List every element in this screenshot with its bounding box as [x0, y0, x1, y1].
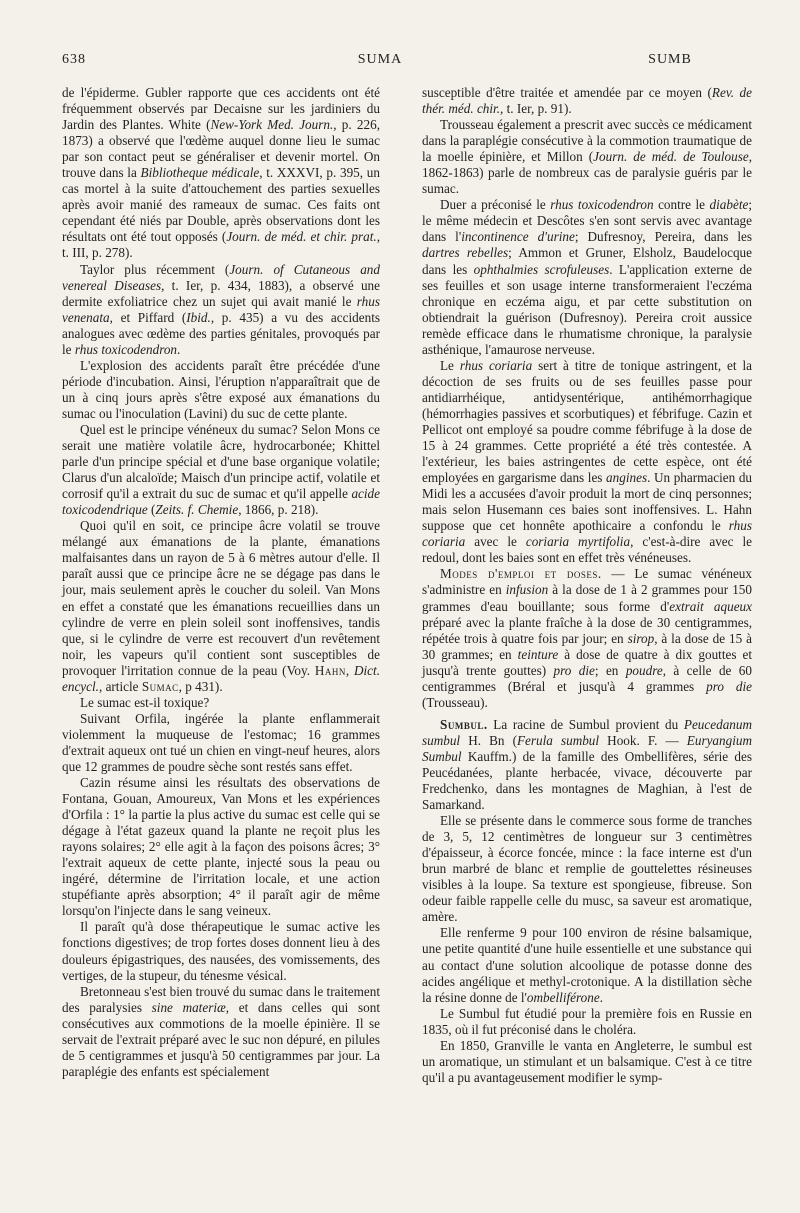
page-number: 638 [62, 52, 86, 67]
paragraph: susceptible d'être traitée et amendée par ce moyen (Rev. de thér. méd. chir., t. Ier, p. 91). [422, 85, 752, 117]
paragraph: Suivant Orfila, ingérée la plante enflammerait violemment la muqueuse de l'estomac; 16 grammes d'extrait aqueux ont tué un chien en vingt-neuf heures, alors que 12 grammes de poudre sèche sont restés sans effet. [62, 710, 380, 774]
section-heading: Modes d'emploi et doses. [440, 566, 602, 582]
paragraph: Elle se présente dans le commerce sous forme de tranches de 3, 5, 12 centimètres de longueur sur 3 centimètres d'épaisseur, à écorce foncée, mince : la face interne est d'un brun marbré de blanc et remplie de gouttelettes résineuses visibles à la loupe. Sa texture est spongieuse, fibreuse. Son odeur faible rappelle celle du musc, sa saveur est aromatique, amère. [422, 813, 752, 925]
paragraph: Elle renferme 9 pour 100 environ de résine balsamique, une petite quantité d'une huile essentielle et une substance qui au contact d'une solution alcoolique de potasse donne des acides angélique et methyl-crotonique. A la distillation sèche la résine donne de l'ombelliférone. [422, 925, 752, 1005]
paragraph: Duer a préconisé le rhus toxicodendron contre le diabète; le même médecin et Descôtes s'en sont servis avec avantage dans l'incontinence d'urine; Dufresnoy, Pereira, dans les dartres rebelles; Ammon et Gruner, Elsholz, Baudelocque dans les ophthalmies scrofuleuses. L'application externe de ses feuilles et son usage interne transformeraient l'eczéma chronique en eczéma aigu, et par cette substitution on obtiendrait la guérison (Dufresnoy). Pereira croit aussice remède efficace dans le rhumatisme chronique, la paralysie asthénique, l'amaurose nerveuse. [422, 197, 753, 357]
right-column [422, 85, 752, 1086]
paragraph: Le rhus coriaria sert à titre de tonique astringent, et la décoction de ses fruits ou de ses feuilles passe pour antidiarrhéique, antidysentérique, antihémorrhagique (hémorrhagies passives et scorbutiques) et fébrifuge. Cazin et Pellicot ont employé sa poudre comme fébrifuge à la dose de 15 à 24 grammes. Cette propriété a été très contestée. A l'extérieur, les baies astringentes de cette espèce, ont été employées en gargarisme dans les angines. Un pharmacien du Midi les a accusées d'avoir produit la mort de cinq personnes; mais selon Husemann ces baies sont inoffensives. L. Hahn suppose que cet honnête apothicaire a confondu le rhus coriaria avec le coriaria myrtifolia, c'est-à-dire avec le redoul, dont les baies sont en effet très vénéneuses. [422, 357, 753, 566]
paragraph: Il paraît qu'à dose thérapeutique le sumac active les fonctions digestives; de trop fortes doses donnent lieu à des douleurs épigastriques, des nausées, des vomissements, des vertiges, de la stupeur, du ténesme vésical. [62, 919, 380, 983]
paragraph: Bretonneau s'est bien trouvé du sumac dans le traitement des paralysies sine materiæ, et dans celles qui sont consécutives aux commotions de la moelle épinière. Il se servait de l'extrait préparé avec le suc non dépuré, en pilules de 5 centigrammes et jusqu'à 50 centigrammes par jour. La paraplégie des enfants est spécialement [62, 983, 380, 1079]
paragraph: Trousseau également a prescrit avec succès ce médicament dans la paraplégie consécutive à la commotion traumatique de la moelle épinière, et Millon (Journ. de méd. de Toulouse, 1862-1863) parle de nombreux cas de paralysie guéris par le sumac. [422, 117, 752, 197]
paragraph: Quoi qu'il en soit, ce principe âcre volatil se trouve mélangé aux émanations de la plante, émanations malfaisantes dans un rayon de 5 à 6 mètres autour d'elle. Il paraît aussi que ce principe âcre ne se dégage pas dans le jour, mais seulement après le coucher du soleil. Van Mons en effet a constaté que les émanations recueillies dans un cylindre de verre en plein soleil sont inoffensives, tandis que, si le cylindre de verre est recouvert d'un revêtement noir, les vapeurs qu'il contient sont susceptibles de provoquer l'irritation connue de la peau (Voy. Hahn, Dict. encycl., article Sumac, p 431). [62, 518, 380, 694]
paragraph: Le Sumbul fut étudié pour la première fois en Russie en 1835, où il fut préconisé dans le choléra. [422, 1005, 752, 1037]
left-column [62, 85, 380, 1080]
paragraph: Le sumac est-il toxique? [80, 694, 210, 710]
paragraph: Cazin résume ainsi les résultats des observations de Fontana, Gouan, Amoureux, Van Mons et les expériences d'Orfila : 1° la partie la plus active du sumac est celle qui se dégage à l'état gazeux quand la plante ne reçoit plus les rayons solaires; 2° elle agit à la façon des poisons âcres; 3° l'extrait aqueux de cette plante, injecté sous la peau ou ingéré, détermine de l'irritation locale, et une action stupéfiante après absorption; 4° il paraît agir de même lorsqu'on l'injecte dans le sang veineux. [62, 775, 380, 919]
paragraph: L'explosion des accidents paraît être précédée d'une période d'incubation. Ainsi, l'éruption n'apparaîtrait que de un à cinq jours après s'être exposé aux émanations du sumac ou l'inoculation (Lavini) du suc de cette plante. [62, 357, 380, 421]
paragraph: de l'épiderme. Gubler rapporte que ces accidents ont été fréquemment observés par Decaisne sur les jardiniers du Jardin des Plantes. White (New-York Med. Journ., p. 226, 1873) a observé que l'œdème auquel donne lieu le sumac par son contact peut se généraliser et devenir mortel. On trouve dans la Bibliotheque médicale, t. XXXVI, p. 395, un cas mortel à la suite d'attouchement des parties sexuelles après avoir manié des rameaux de sumac. Ces faits ont cependant été niés par Double, après observations dont les résultats ont été tout opposés (Journ. de méd. et chir. prat., t. III, p. 278). [62, 85, 380, 261]
paragraph: Modes d'emploi et doses. — Le sumac vénéneux s'administre en infusion à la dose de 1 à 2 grammes pour 150 grammes d'eau bouillante; sous forme d'extrait aqueux préparé avec la plante fraîche à la dose de 30 centigrammes, répétée trois à quatre fois par jour; en sirop, à la dose de 15 à 30 grammes; en teinture à dose de quatre à dix gouttes et jusqu'à trente gouttes) pro die; en poudre, à celle de 60 centigrammes (Bréral et jusqu'à 4 grammes pro die (Trousseau). [422, 566, 753, 710]
paragraph: Taylor plus récemment (Journ. of Cutaneous and venereal Diseases, t. Ier, p. 434, 1883), a observé une dermite exfoliatrice chez un sujet qui avait manié le rhus venenata, et Piffard (Ibid., p. 435) a vu des accidents analogues avec œdème des parties génitales, provoqués par le rhus toxicodendron. [62, 261, 380, 357]
entry-heading: Sumbul. [440, 716, 488, 732]
right-running-head: SUMB [648, 52, 692, 67]
left-running-head: SUMA [357, 52, 403, 67]
running-header [62, 52, 752, 74]
paragraph: Sumbul. La racine de Sumbul provient du Peucedanum sumbul H. Bn (Ferula sumbul Hook. F. — Euryangium Sumbul Kauffm.) de la famille des Ombellifères, série des Peucédanées, plante herbacée, vivace, découverte par Fredchenko, dans les montagnes de Maghian, à l'est de Samarkand. [422, 716, 752, 813]
paragraph: En 1850, Granville le vanta en Angleterre, le sumbul est un aromatique, un stimulant et un balsamique. C'est à ce titre qu'il a pu avantageusement modifier le symp- [422, 1037, 752, 1085]
paragraph: Quel est le principe vénéneux du sumac? Selon Mons ce serait une matière volatile âcre, hydrocarbonée; Khittel parle d'un principe spécial et d'une base organique volatile; Clarus d'un alcaloïde; Maisch d'un principe actif, volatile et corrosif qu'il a extrait du suc de sumac et qu'il appelle acide toxicodendrique (Zeits. f. Chemie, 1866, p. 218). [62, 421, 380, 518]
